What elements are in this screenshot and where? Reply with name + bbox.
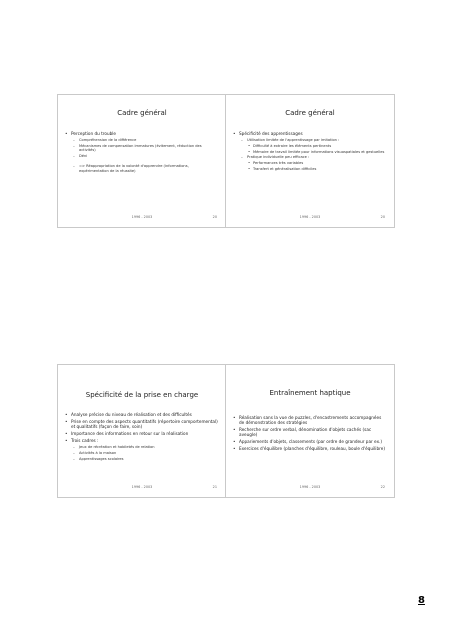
bullet: • Recherche sur ordre verbal, dénomination d'objets cachés (sac aveugle) <box>233 427 386 438</box>
slide-body <box>65 412 218 463</box>
bullet: • Importance des informations en retour sur la réalisation <box>65 431 218 436</box>
slide-title: Cadre général <box>117 109 167 117</box>
slide-title: Entraînement haptique <box>269 389 351 397</box>
page-number: 8 <box>418 595 425 606</box>
slide-number: 20 <box>380 215 385 219</box>
sub-bullet: – Pratique individuelle peu efficace : <box>233 155 386 160</box>
bullet: • Prise en compte des aspects quantitatifs (répertoire comportemental) et qualitatifs (façon de faire, soin) <box>65 419 218 430</box>
sub-bullet: – Déni <box>65 154 218 159</box>
slide-1 <box>57 94 227 228</box>
slide-number: 22 <box>380 485 385 489</box>
bullet: • Spécificité des apprentissages <box>233 131 386 136</box>
slide-2 <box>225 94 395 228</box>
slide-4 <box>225 364 395 498</box>
slide-footer: 1996 - 2003 <box>299 485 321 489</box>
sub-bullet: – Utilisation limitée de l'apprentissage par imitation : <box>233 138 386 143</box>
slide-body <box>233 415 386 453</box>
sub-sub-bullet: • Performances très variables <box>233 161 386 166</box>
bullet: • Analyse précise du niveau de réalisation et des difficultés <box>65 412 218 417</box>
sub-bullet: – Activités à la maison <box>65 451 218 456</box>
bullet: • Appariements d'objets, classements (par ordre de grandeur par ex.) <box>233 439 386 444</box>
bullet: • Perception du trouble <box>65 131 218 136</box>
slide-footer: 1996 - 2003 <box>131 485 153 489</box>
slide-number: 21 <box>212 485 217 489</box>
slide-title: Cadre général <box>285 109 335 117</box>
sub-bullet: – Apprentissages scolaires <box>65 457 218 462</box>
sub-bullet: – Jeux de récréation et habiletés de relation <box>65 445 218 450</box>
sub-sub-bullet: • Difficulté à extraire les éléments pertinents <box>233 144 386 149</box>
slide-footer: 1996 - 2003 <box>131 215 153 219</box>
slide-body <box>65 131 218 175</box>
bullet: • Trois cadres : <box>65 438 218 443</box>
sub-sub-bullet: • Mémoire de travail limitée pour informations visuospatiales et gestuelles <box>233 150 386 155</box>
slide-footer: 1996 - 2003 <box>299 215 321 219</box>
bullet: • Réalisation sans la vue de puzzles, d'encastrements accompagnées de démonstration des stratégies <box>233 415 386 426</box>
slide-title: Spécificité de la prise en charge <box>85 391 199 399</box>
slide-3 <box>57 364 227 498</box>
sub-bullet: – => Réappropriation de la volonté d'apprendre (informations, expérimentation de la réussite) <box>65 164 218 173</box>
sub-bullet: – Compréhension de la différence <box>65 138 218 143</box>
bullet: • Exercices d'équilibre (planches d'équilibre, rouleau, boule d'équilibre) <box>233 446 386 451</box>
sub-sub-bullet: • Transfert et généralisation difficiles <box>233 167 386 172</box>
sub-bullet: – Mécanismes de compensation immatures (évitement, réduction des activités) <box>65 144 218 153</box>
slide-body <box>233 131 386 173</box>
slide-number: 20 <box>212 215 217 219</box>
